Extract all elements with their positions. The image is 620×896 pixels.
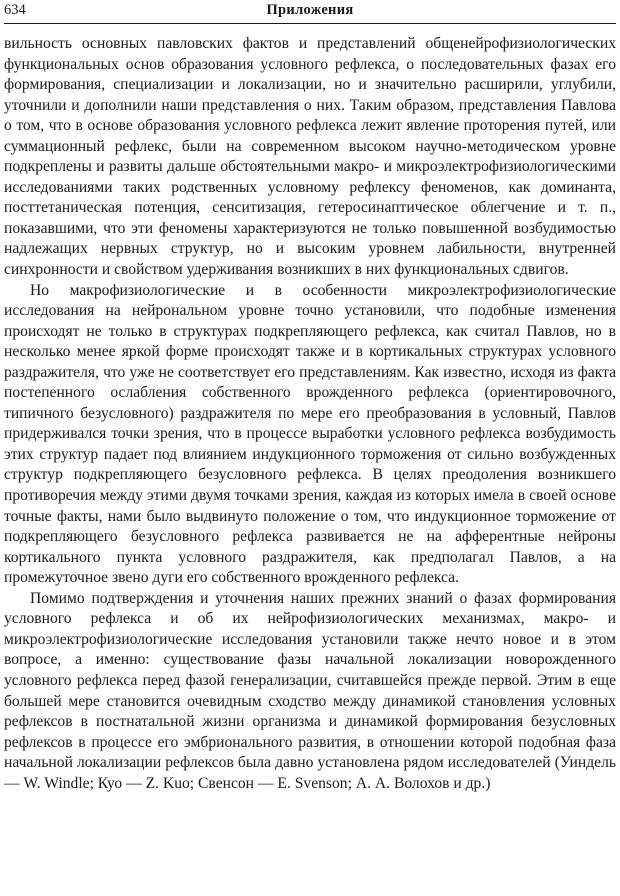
running-header [4,0,616,20]
header-rule [4,23,616,24]
paragraph: Помимо подтверждения и уточнения наших прежних знаний о фазах формирования условного рефлекса и об их нейрофизиологических механизмах, макро- и микроэлектрофизиологические исследования установили также нечто новое и в этом вопросе, а именно: существование фазы начальной локализации новорожденного условного рефлекса перед фазой генерализации, считавшейся прежде первой. Этим в еще большей мере становится очевидным сходство между динамикой становления условных рефлексов в постнатальной жизни организма и динамикой формирования безусловных рефлексов в процессе его эмбрионального развития, в отношении которой подобная фаза начальной локализации рефлексов была давно установлена рядом исследователей (Уиндель — W. Windle; Куо — Z. Kuo; Свенсон — E. Svenson; А. А. Волохов и др.) [4,589,616,792]
body-text [4,34,616,794]
paragraph-continued: вильность основных павловских фактов и представлений общенейрофизиологических функциональных основ образования условного рефлекса, о последовательных фазах его формирования, специализации и локализации, но и значительно расширили, углубили, уточнили и дополнили наши представления о них. Таким образом, представления Павлова о том, что в основе образования условного рефлекса лежит явление проторения путей, или суммационный рефлекс, были на современном высоком научно-методическом уровне подкреплены и развиты дальше обстоятельными макро- и микроэлектрофизиологическими исследованиями таких родственных условному рефлексу феноменов, как доминанта, посттетаническая потенция, сенситизация, гетеросинаптическое облегчение и т. п., показавшими, что эти феномены характеризуются не только повышенной возбудимостью надлежащих нервных структур, но и высоким уровнем лабильности, внутренней синхронности и свойством удерживания возникших в них функциональных сдвигов. [4,35,616,279]
paragraph: Но макрофизиологические и в особенности микроэлектрофизиологические исследования на нейрональном уровне точно установили, что подобные изменения происходят не только в структурах подкрепляющего рефлекса, как считал Павлов, но в несколько менее яркой форме происходят также и в кортикальных структурах условного раздражителя, что уже не соответствует его представлениям. Как известно, исходя из факта постепенного ослабления собственного врожденного рефлекса (ориентировочного, типичного безусловного) раздражителя по мере его преобразования в условный, Павлов придерживался точки зрения, что в процессе выработки условного рефлекса возбудимость этих структур падает под влиянием индукционного торможения от сильно возбужденных структур подкрепляющего безусловного рефлекса. В целях преодоления возникшего противоречия между этими двумя точками зрения, каждая из которых имела в своей основе точные факты, нами было выдвинуто положение о том, что индукционное торможение от подкрепляющего безусловного рефлекса развивается не на афферентные нейроны кортикального пункта условного раздражителя, как предполагал Павлов, а на промежуточное звено дуги его собственного врожденного рефлекса. [4,281,616,587]
running-title: Приложения [266,2,354,18]
page-number: 634 [4,2,26,18]
